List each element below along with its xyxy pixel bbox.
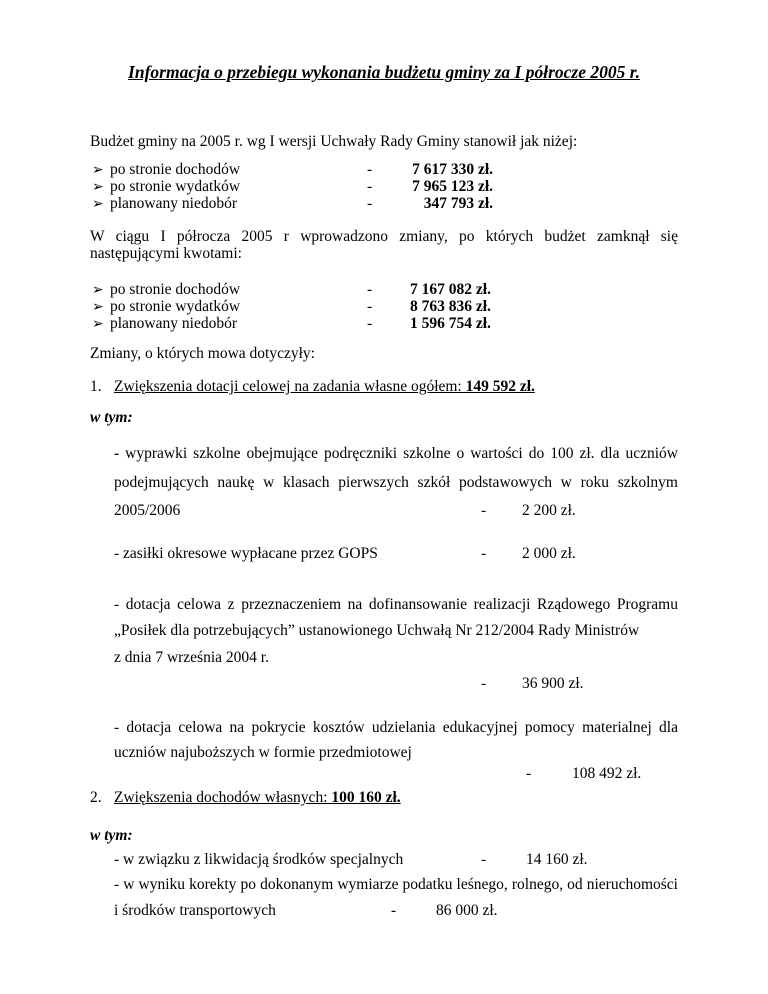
dash: -	[481, 675, 487, 692]
dash: -	[367, 298, 373, 315]
section-1-item3-line1: - dotacja celowa z przeznaczeniem na dofinansowanie realizacji Rządowego Programu	[114, 596, 678, 613]
changes-intro-line2: następującymi kwotami:	[90, 245, 242, 262]
intro-text: Budżet gminy na 2005 r. wg I wersji Uchwały Rady Gminy stanowił jak niżej:	[90, 133, 578, 150]
arrow-bullet-icon: ➢	[92, 180, 104, 195]
arrow-bullet-icon: ➢	[92, 163, 104, 178]
section-1-number: 1.	[90, 378, 102, 395]
dash: -	[367, 315, 373, 332]
dash: -	[481, 545, 487, 562]
dash: -	[367, 178, 373, 195]
after-income-value: 7 167 082 zł.	[410, 281, 491, 298]
section-1-wtym: w tym:	[90, 409, 133, 426]
section-2-item2-value: 86 000 zł.	[436, 902, 498, 919]
after-expense-value: 8 763 836 zł.	[410, 298, 491, 315]
section-2-heading	[114, 789, 401, 807]
changes-header: Zmiany, o których mowa dotyczyły:	[90, 345, 315, 362]
after-income-label: po stronie dochodów	[110, 281, 241, 298]
section-1-item3-line2: „Posiłek dla potrzebujących” ustanowionego Uchwałą Nr 212/2004 Rady Ministrów	[114, 622, 640, 639]
dash: -	[481, 851, 487, 868]
section-1-item1-text: wyprawki szkolne obejmujące podręczniki szkolne o wartości do 100 zł. dla uczniów	[119, 445, 678, 462]
section-1-amount: 149 592 zł.	[465, 378, 535, 395]
arrow-bullet-icon: ➢	[92, 317, 104, 332]
changes-intro-line1: W ciągu I półrocza 2005 r wprowadzono zmiany, po których budżet zamknął się	[90, 228, 678, 245]
section-1-item2-value: 2 000 zł.	[522, 545, 576, 562]
after-expense-label: po stronie wydatków	[110, 298, 241, 315]
after-deficit-label: planowany niedobór	[110, 315, 237, 332]
initial-income-label: po stronie dochodów	[110, 161, 241, 178]
arrow-bullet-icon: ➢	[92, 283, 104, 298]
dash: -	[481, 502, 487, 519]
section-1-heading	[114, 378, 535, 396]
initial-deficit-label: planowany niedobór	[110, 195, 237, 212]
section-1-item4-value: 108 492 zł.	[572, 765, 642, 782]
section-2-label: Zwiększenia dochodów własnych:	[114, 789, 332, 806]
section-2-wtym: w tym:	[90, 827, 133, 844]
section-2-number: 2.	[90, 789, 102, 806]
section-1-item4-line1: - dotacja celowa na pokrycie kosztów udzielania edukacyjnej pomocy materialnej dla	[114, 719, 678, 736]
section-2-item2-line1: - w wyniku korekty po dokonanym wymiarze podatku leśnego, rolnego, od nieruchomości	[114, 876, 678, 893]
section-1-item1-line1	[114, 445, 678, 463]
arrow-bullet-icon: ➢	[92, 197, 104, 212]
dash: -	[526, 765, 532, 782]
section-1-item1-line3: 2005/2006	[114, 502, 181, 519]
dash: -	[391, 902, 397, 919]
dash: -	[367, 195, 373, 212]
section-1-item3-value: 36 900 zł.	[522, 675, 584, 692]
section-1-item2-text: - zasiłki okresowe wypłacane przez GOPS	[114, 545, 378, 562]
section-1-item1-line2: podejmujących naukę w klasach pierwszych szkół podstawowych w roku szkolnym	[114, 474, 678, 491]
section-1-item3-line3: z dnia 7 września 2004 r.	[114, 649, 269, 666]
section-2-item2-line2: i środków transportowych	[114, 902, 276, 919]
section-1-item4-line2: uczniów najuboższych w formie przedmiotowej	[114, 744, 412, 761]
section-1-item1-value: 2 200 zł.	[522, 502, 576, 519]
dash: -	[367, 161, 373, 178]
initial-income-value: 7 617 330 zł.	[412, 161, 493, 178]
initial-expense-value: 7 965 123 zł.	[412, 178, 493, 195]
initial-deficit-value: 347 793 zł.	[423, 195, 493, 212]
section-2-item1-text: - w związku z likwidacją środków specjalnych	[114, 851, 404, 868]
dash: -	[367, 281, 373, 298]
document-title: Informacja o przebiegu wykonania budżetu gminy za I półrocze 2005 r.	[128, 62, 640, 82]
item-dash: -	[114, 445, 120, 462]
after-deficit-value: 1 596 754 zł.	[410, 315, 491, 332]
section-2-item1-value: 14 160 zł.	[526, 851, 588, 868]
arrow-bullet-icon: ➢	[92, 300, 104, 315]
section-1-label: Zwiększenia dotacji celowej na zadania własne ogółem:	[114, 378, 466, 395]
initial-expense-label: po stronie wydatków	[110, 178, 241, 195]
section-2-amount: 100 160 zł.	[331, 789, 401, 806]
